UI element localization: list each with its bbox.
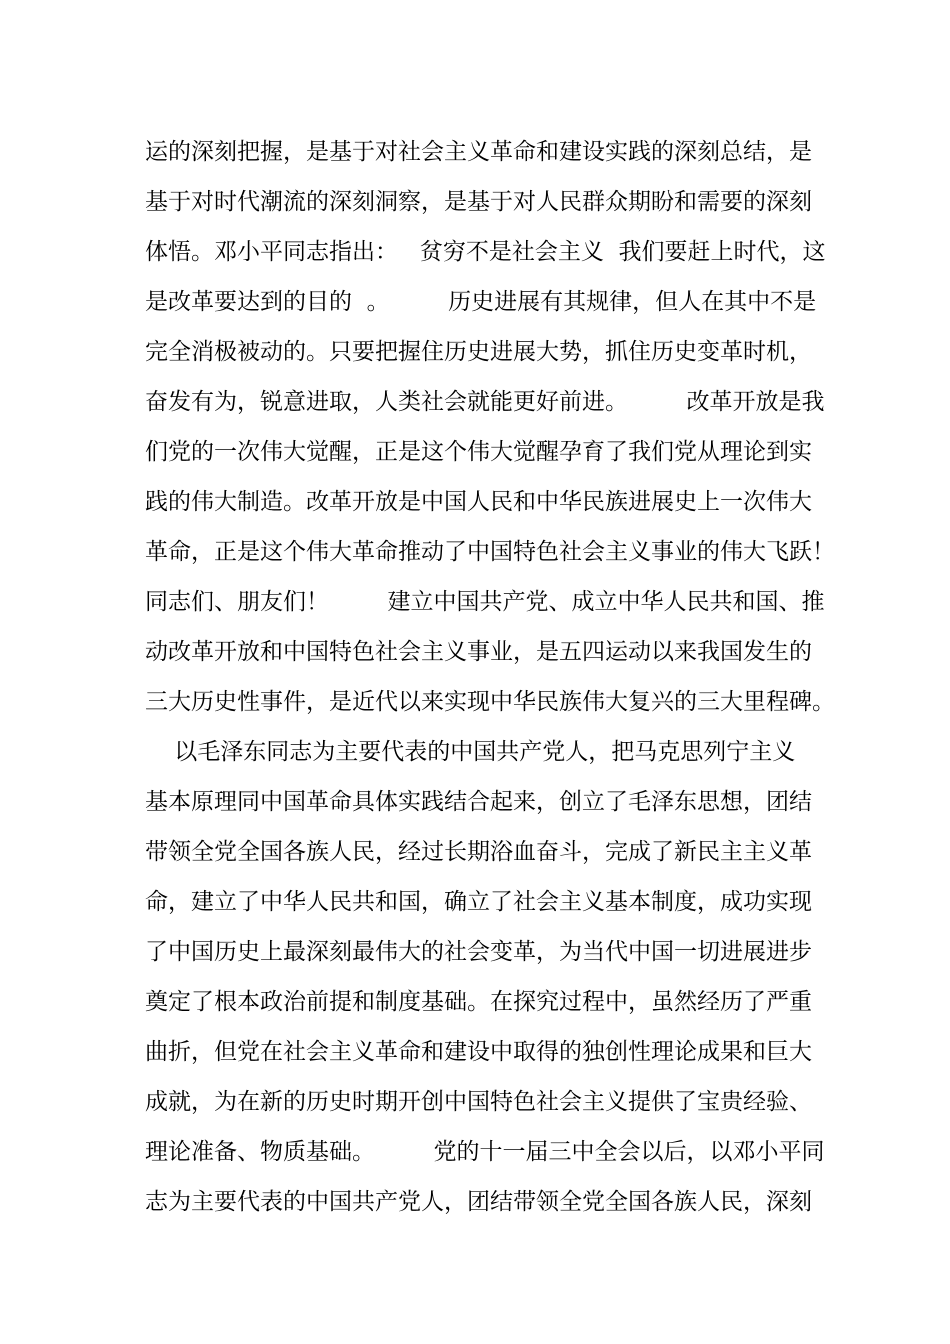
text-line: 以毛泽东同志为主要代表的中国共产党人，把马克思列宁主义 bbox=[145, 739, 796, 765]
text-line: 曲折，但党在社会主义革命和建设中取得的独创性理论成果和巨大 bbox=[145, 1039, 812, 1065]
text-line: 完全消极被动的。只要把握住历史进展大势，抓住历史变革时机， bbox=[145, 339, 812, 365]
text-line: 基本原理同中国革命具体实践结合起来，创立了毛泽东思想，团结 bbox=[145, 789, 812, 815]
text-line: 们党的一次伟大觉醒，正是这个伟大觉醒孕育了我们党从理论到实 bbox=[145, 439, 812, 465]
text-line: 践的伟大制造。改革开放是中国人民和中华民族进展史上一次伟大 bbox=[145, 489, 812, 515]
text-line: 命，建立了中华人民共和国，确立了社会主义基本制度，成功实现 bbox=[145, 889, 812, 915]
text-line: 基于对时代潮流的深刻洞察，是基于对人民群众期盼和需要的深刻 bbox=[145, 189, 812, 215]
text-line: 革命，正是这个伟大革命推动了中国特色社会主义事业的伟大飞跃！ bbox=[145, 539, 835, 565]
text-line: 带领全党全国各族人民，经过长期浴血奋斗，完成了新民主主义革 bbox=[145, 839, 812, 865]
text-line: 了中国历史上最深刻最伟大的社会变革，为当代中国一切进展进步 bbox=[145, 939, 812, 965]
text-line: 是改革要达到的目的 。 历史进展有其规律，但人在其中不是 bbox=[145, 289, 817, 315]
text-line: 体悟。邓小平同志指出： 贫穷不是社会主义 我们要赶上时代，这 bbox=[145, 239, 826, 265]
text-line: 运的深刻把握，是基于对社会主义革命和建设实践的深刻总结，是 bbox=[145, 139, 812, 165]
text-line: 同志们、朋友们！ 建立中国共产党、成立中华人民共和国、推 bbox=[145, 589, 825, 615]
text-line: 动改革开放和中国特色社会主义事业，是五四运动以来我国发生的 bbox=[145, 639, 812, 665]
text-line: 理论准备、物质基础。 党的十一届三中全会以后，以邓小平同 bbox=[145, 1139, 825, 1165]
text-line: 成就，为在新的历史时期开创中国特色社会主义提供了宝贵经验、 bbox=[145, 1089, 812, 1115]
text-line: 奋发有为，锐意进取，人类社会就能更好前进。 改革开放是我 bbox=[145, 389, 825, 415]
text-line: 奠定了根本政治前提和制度基础。在探究过程中，虽然经历了严重 bbox=[145, 989, 812, 1015]
text-line: 志为主要代表的中国共产党人，团结带领全党全国各族人民，深刻 bbox=[145, 1189, 812, 1215]
text-line: 三大历史性事件，是近代以来实现中华民族伟大复兴的三大里程碑。 bbox=[145, 689, 835, 715]
